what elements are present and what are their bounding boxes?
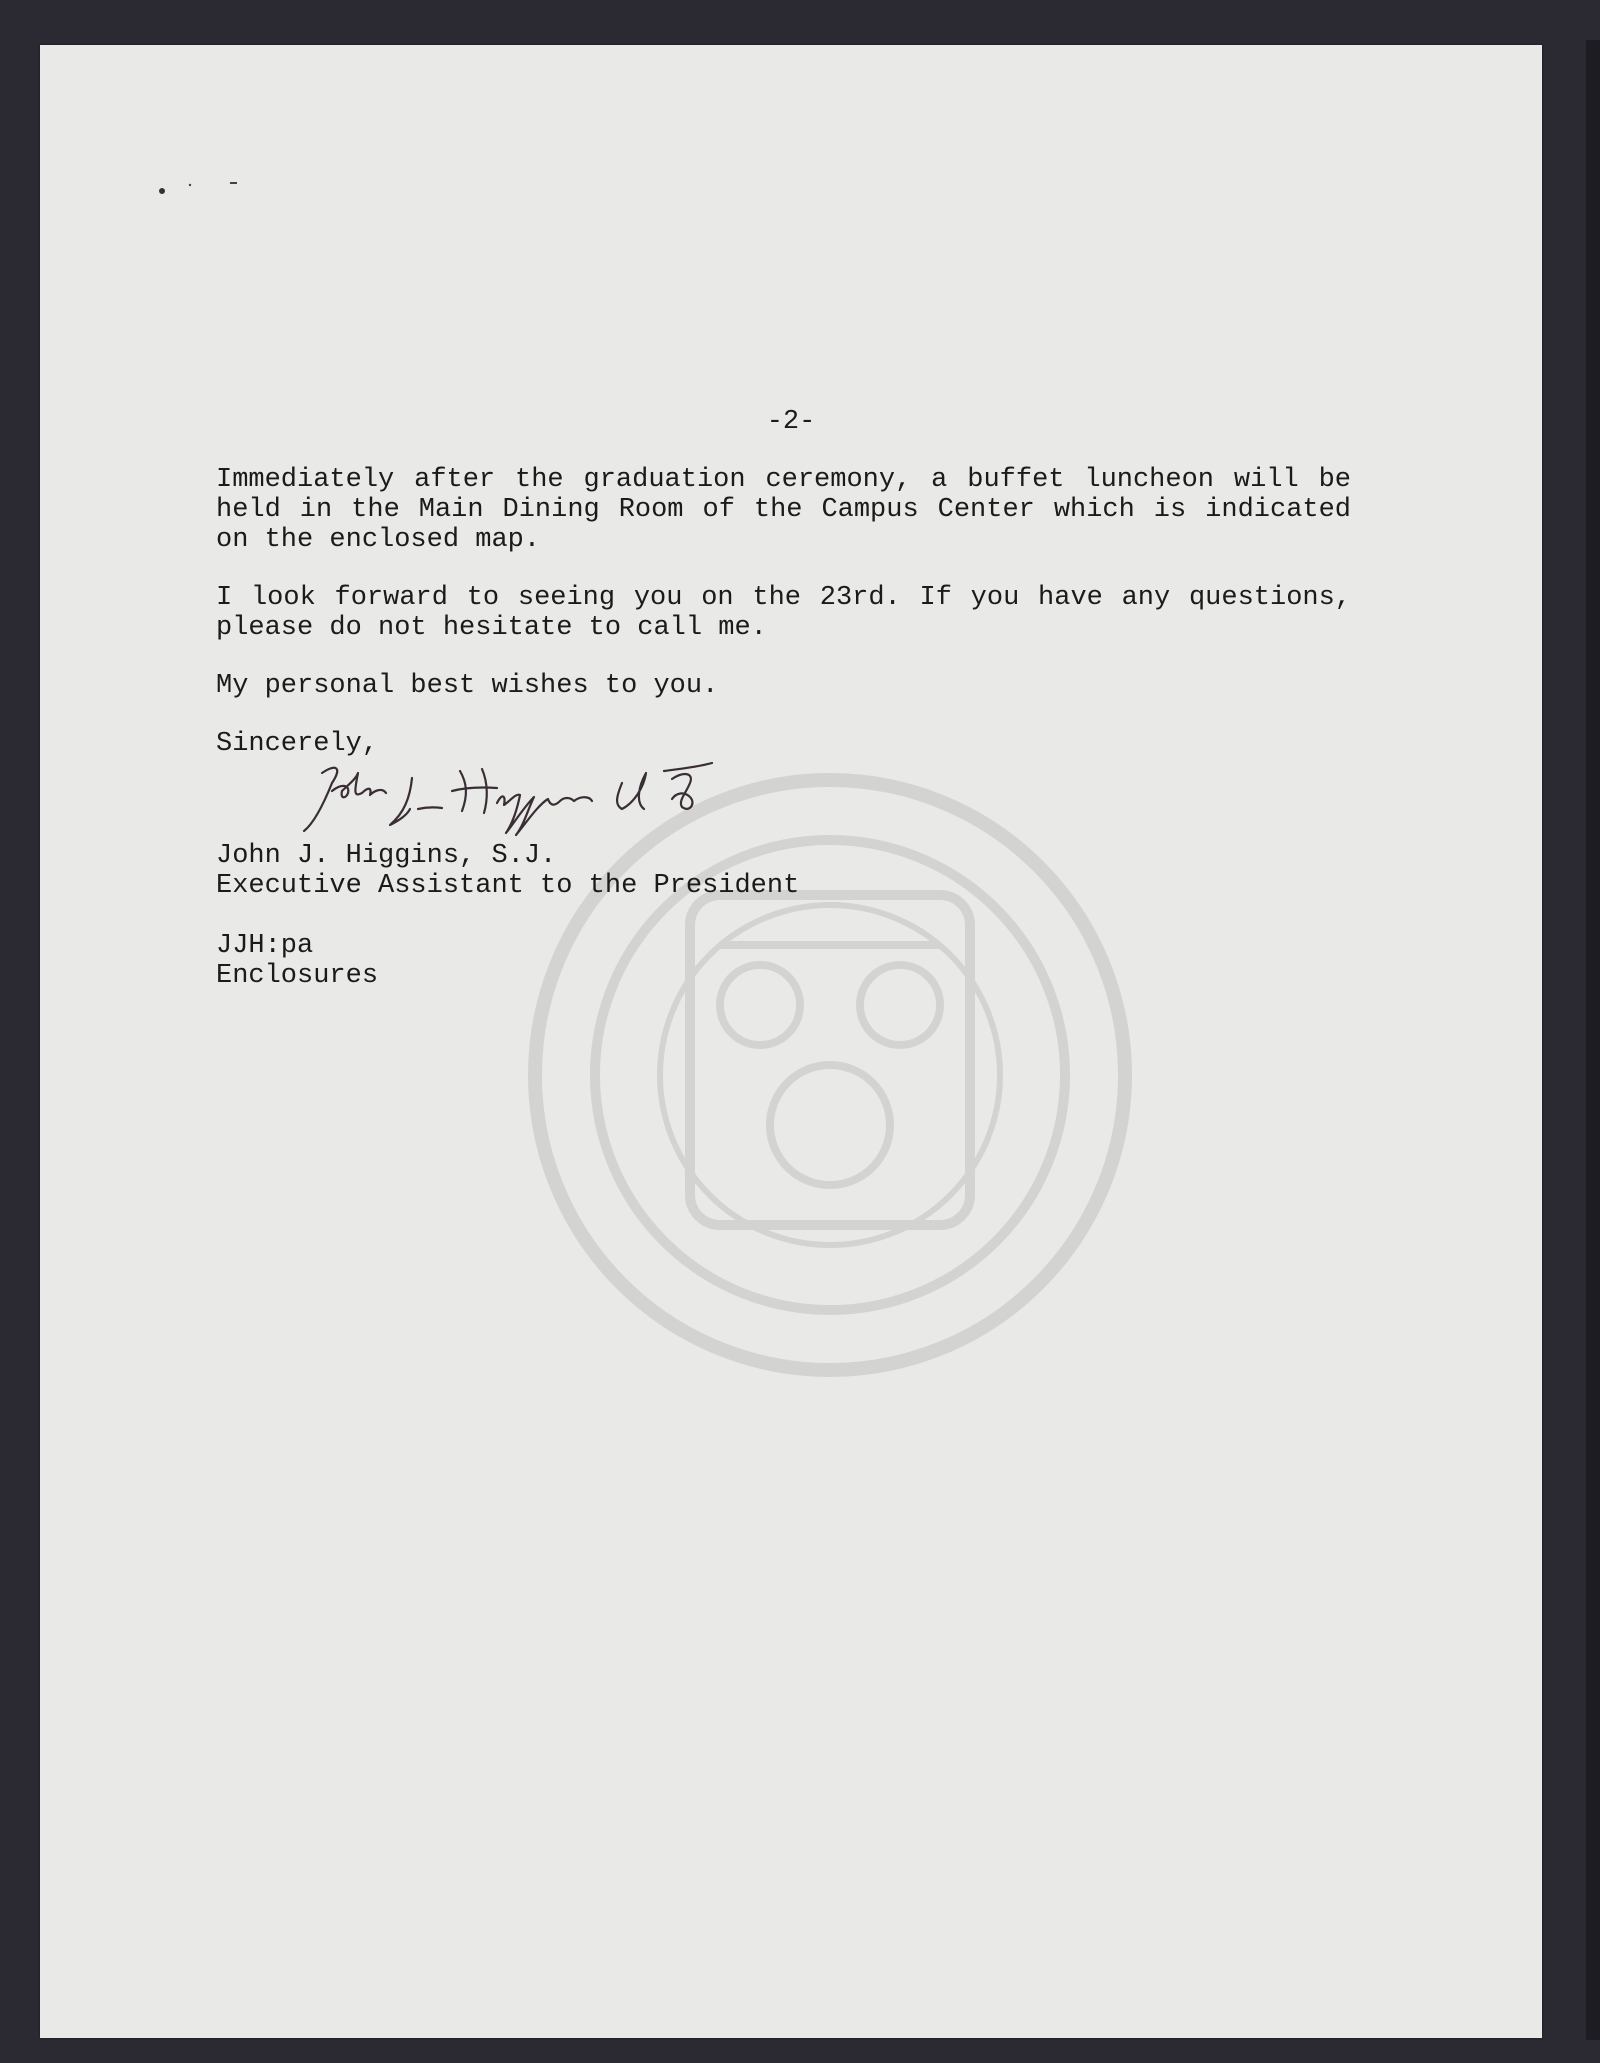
paragraph-look-forward: I look forward to seeing you on the 23rd. If you have any questions, please do not hesitate to call me. (216, 583, 1351, 643)
page-number: -2- (766, 407, 816, 437)
handwritten-signature (292, 743, 752, 838)
letter-body (216, 465, 1351, 991)
letter-page (40, 45, 1542, 2038)
signer-name: John J. Higgins, S.J. (216, 841, 557, 871)
reference-initials: JJH:pa (216, 931, 314, 961)
signature-area (216, 763, 1351, 841)
paragraph-luncheon: Immediately after the graduation ceremony, a buffet luncheon will be held in the Main Dining Room of the Campus Center which is indicated on the enclosed map. (216, 465, 1351, 555)
enclosures-note: Enclosures (216, 961, 379, 991)
paragraph-best-wishes: My personal best wishes to you. (216, 671, 719, 701)
signer-title: Executive Assistant to the President (216, 871, 800, 901)
closing: Sincerely, (216, 729, 379, 759)
scan-edge (1586, 40, 1600, 2040)
paper-specks (150, 165, 250, 205)
